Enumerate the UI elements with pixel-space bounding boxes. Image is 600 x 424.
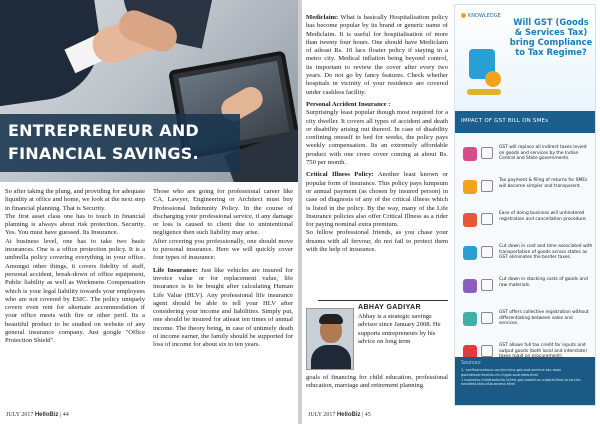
author-bio: Abhay is a strategic savings advisor since January 2008. He supports entrepreneurs by his advice on long term <box>358 313 441 345</box>
coins-stack-icon <box>467 89 501 95</box>
infographic-logo: KNOWLEDGE <box>461 13 501 19</box>
brand-name: HelloBiz <box>34 412 59 418</box>
bullet-marker-icon <box>463 213 477 227</box>
right-column <box>306 14 448 254</box>
gst-infographic <box>454 4 596 406</box>
paragraph: So fellow professional friends, as you chase your dreams with all fervour, do not fail to protect them with the help of insurance. <box>306 229 448 254</box>
section-heading: Personal Accident Insurance : <box>306 100 391 108</box>
author-name: ABHAY GADIYAR <box>358 304 421 311</box>
paragraph: At business level, one has to take two basic insurances. One is a office protection policy. It is a umbrella policy covering everything in your office. Amongst other things, it covers fidelity of staff, personal accident, break-down of office equipment, Public liability as well as Workmens Compensation which is your legal liability towards your employees who are not covered by ESIC. The policy uniquely covers even rent for alternate accommodation if your office meets with fire or other peril. Its a beautiful product to be studied on website of any general insurance company. Just google "Office Protection Shield". <box>5 237 145 345</box>
infographic-sources: Sources: 1. ourfinancebuzz.com/nnn/ca-gst-and-service-tax.aspx gstindiaservicetax.nic.in/gst-overview.html 1 business.mindtaxindia.in/the-gst-model-on-capital-flow-in-to-the-smallest-fast-of-business.html <box>455 357 596 406</box>
article-headline: ENTREPRENEUR AND FINANCIAL SAVINGS. <box>8 121 199 163</box>
bullet-marker-icon <box>463 279 477 293</box>
author-box <box>306 300 448 390</box>
briefcase-icon <box>481 213 493 225</box>
percent-icon <box>481 345 493 357</box>
paragraph: Mediclaim: What is basically Hospitalisation policy has become popular by its brand or generic name of Mediclaim. It is useful for hospitalisation of more than twenty four hours. One should have Mediclaim of atleast Rs. 10 lacs floater policy if staying in a metro city. Medical inflation being beyond control, its important to review the cover after every two years. Do not go by fancy features. Check whether hospitals in vicinity of your residence are covered under cashless facility. <box>306 14 448 96</box>
left-column-2 <box>153 188 293 350</box>
list-item: GST offers collective registration without differentiating between sales and services. <box>455 308 596 338</box>
paragraph: So after taking the plung, and providing for adequate liquidity at office and home, we look at the next step in financial planning. That is Security. <box>5 188 145 212</box>
box-icon <box>481 279 493 291</box>
hero-image <box>0 0 298 182</box>
paragraph: Critical Illness Policy: Another least known or popular form of insurance. This policy pays lumpsum or annual payment (as chosen by insured person) in case od diagnosis of any of the critical illness which is listed in the policy. By the way, many of the Life Insurance policies also offer Critical Illness as a rider for paying nominal extra premium. <box>306 171 448 229</box>
coin-icon <box>485 71 501 87</box>
paragraph: Those who are going for professional career like CA, Lawyer, Engineering or Architect must buy Professional Indemnity Policy. In the course of discharging your professional service, if any damage or loss is caused to client due to unintentional negligence then such liability may arise. <box>153 188 293 237</box>
bullet-marker-icon <box>463 147 477 161</box>
register-icon <box>481 312 493 324</box>
author-bio-continued: goals of financing for child education, professional education, marriage and retirement planning. <box>306 374 448 390</box>
infographic-band: IMPACT OF GST BILL ON SMEs <box>455 111 596 133</box>
paragraph: Surprisingly least popular though most required for a city dweller. It covers all types of accident and death or disability arising out thereof. In case of disability confining oneself to bed for weeks, the policy pays weekly compensation. Its an extremely affordable product with one crore cover coming at about Rs. 750 per month. <box>306 109 448 167</box>
page-number: | 44 <box>60 412 69 418</box>
right-page <box>302 0 600 424</box>
life-insurance-heading: Life Insurance: <box>153 266 198 274</box>
truck-icon <box>481 246 493 258</box>
list-item: Cut down in cost and time associated with transportation of goods across states as GST eliminates the border taxes. <box>455 242 596 272</box>
infographic-header <box>455 5 596 111</box>
page-number: | 45 <box>362 412 371 418</box>
headline-box <box>0 114 240 172</box>
critical-illness-heading: Critical Illness Policy: <box>306 171 374 179</box>
list-item: GST will replace all indirect taxes levied on goods and services by the Indian Central and State governments. <box>455 143 596 173</box>
list-item: Ease of doing business will unhindered registration and cancellation procedure. <box>455 209 596 239</box>
right-folio: JULY 2017 HelloBiz | 45 <box>308 412 371 418</box>
logo-dot-icon <box>461 13 466 18</box>
divider <box>318 300 448 301</box>
left-columns <box>5 188 293 350</box>
document-icon <box>481 147 493 159</box>
mediclaim-heading: Mediclaim: <box>306 14 339 21</box>
life-insurance-text: Just like vehicles are insured for invoice value or for replacement value, life insurance is to be bought after calculating Human Life Value (HLV). Any professional life insurance agent should be able to tell your HLV after considering your income and liabilities. Simply put, one should be insured for atleast ten times of annual income. The theory being, in case of untimely death of income earner, the family should be supported for loss of income for about six to ten years. <box>153 266 293 349</box>
left-folio: JULY 2017 HelloBiz | 44 <box>6 412 69 418</box>
paragraph <box>153 267 293 350</box>
list-item: GST allows full tax credit for inputs and output goods (both local and interstate) <box>455 341 596 371</box>
left-page <box>0 0 298 424</box>
list-item: Tax payment & filing of returns for SMEs will become simpler and transparent. <box>455 176 596 206</box>
bullet-marker-icon <box>463 246 477 260</box>
form-icon <box>481 180 493 192</box>
list-item: Cut down in stocking costs of goods and raw materials. <box>455 275 596 305</box>
paragraph: The first asset class one has to touch in financial planning is always about risk protection. Security. Yes. You must have guessed. Its Insurance. <box>5 212 145 237</box>
infographic-title: Will GST (Goods & Services Tax) bring Compliance to Tax Regime? <box>509 17 593 57</box>
bullet-marker-icon <box>463 180 477 194</box>
author-photo <box>306 308 354 370</box>
bullet-marker-icon <box>463 312 477 326</box>
brand-name: HelloBiz <box>336 412 361 418</box>
infographic-list <box>455 143 596 374</box>
left-column-1 <box>5 188 145 350</box>
paragraph: After covering you professionally, one should move to personal insurance. Here we will quickly cover four types of insurance: <box>153 237 293 262</box>
